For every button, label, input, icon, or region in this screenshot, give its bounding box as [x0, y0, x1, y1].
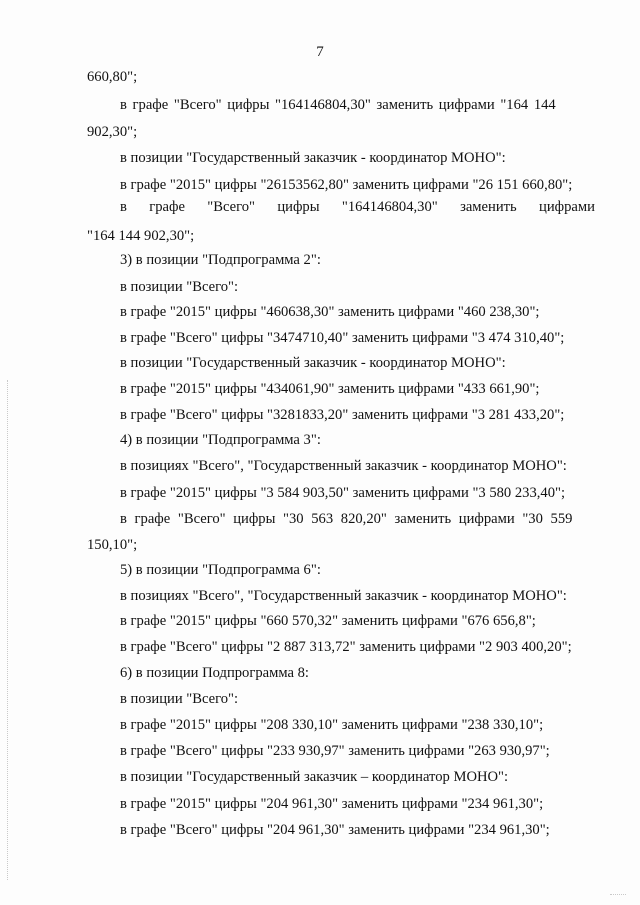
- text-line: в графе "Всего" цифры "204 961,30" заменить цифрами "234 961,30";: [120, 822, 550, 838]
- text-line: 150,10";: [87, 537, 138, 553]
- text-line: в графе "2015" цифры "460638,30" заменить цифрами "460 238,30";: [120, 304, 540, 320]
- text-line: 3) в позиции "Подпрограмма 2":: [120, 252, 321, 268]
- text-line: 6) в позиции Подпрограмма 8:: [120, 665, 309, 681]
- text-line: в графе "Всего" цифры "2 887 313,72" заменить цифрами "2 903 400,20";: [120, 639, 572, 655]
- text-line: в графе "2015" цифры "660 570,32" заменить цифрами "676 656,8";: [120, 613, 536, 629]
- text-line: в позициях "Всего", "Государственный заказчик - координатор МОНО":: [120, 458, 567, 474]
- text-line: в позиции "Государственный заказчик – координатор МОНО":: [120, 769, 509, 785]
- text-line: в графе "Всего" цифры "3474710,40" заменить цифрами "3 474 310,40";: [120, 330, 565, 346]
- word: графе: [149, 199, 185, 215]
- text-line: в графе "Всего" цифры "3281833,20" заменить цифрами "3 281 433,20";: [120, 407, 565, 423]
- text-line: в позициях "Всего", "Государственный заказчик - координатор МОНО":: [120, 588, 567, 604]
- text-line: в графе "2015" цифры "204 961,30" заменить цифрами "234 961,30";: [120, 796, 544, 812]
- text-line: в графе "2015" цифры "208 330,10" заменить цифрами "238 330,10";: [120, 717, 544, 733]
- scan-corner-mark: [610, 888, 626, 895]
- scan-edge-mark: [7, 380, 9, 880]
- text-line: в графе "Всего" цифры "30 563 820,20" заменить цифрами "30 559: [120, 511, 573, 527]
- text-line: в позиции "Государственный заказчик - координатор МОНО":: [120, 355, 506, 371]
- word: "164146804,30": [341, 199, 438, 215]
- text-line: "164 144 902,30";: [87, 228, 195, 244]
- word: цифры: [277, 199, 320, 215]
- text-line: в позиции "Государственный заказчик - координатор МОНО":: [120, 150, 506, 166]
- text-line: в графе "2015" цифры "434061,90" заменить цифрами "433 661,90";: [120, 381, 540, 397]
- text-line: 902,30";: [87, 124, 138, 140]
- text-line: 4) в позиции "Подпрограмма 3":: [120, 432, 321, 448]
- text-line: 660,80";: [87, 69, 138, 85]
- page-number: 7: [316, 44, 324, 60]
- justified-text-line: [120, 198, 595, 216]
- text-line: в графе "Всего" цифры "233 930,97" заменить цифрами "263 930,97";: [120, 743, 550, 759]
- text-line: в графе "2015" цифры "26153562,80" заменить цифрами "26 151 660,80";: [120, 177, 573, 193]
- text-line: в позиции "Всего":: [120, 691, 239, 707]
- word: цифрами: [539, 199, 595, 215]
- word: в: [120, 199, 127, 215]
- text-line: в графе "2015" цифры "3 584 903,50" заменить цифрами "3 580 233,40";: [120, 485, 566, 501]
- word: "Всего": [207, 199, 255, 215]
- text-line: в позиции "Всего":: [120, 279, 239, 295]
- text-line: в графе "Всего" цифры "164146804,30" заменить цифрами "164 144: [120, 97, 556, 113]
- word: заменить: [460, 199, 517, 215]
- text-line: 5) в позиции "Подпрограмма 6":: [120, 562, 321, 578]
